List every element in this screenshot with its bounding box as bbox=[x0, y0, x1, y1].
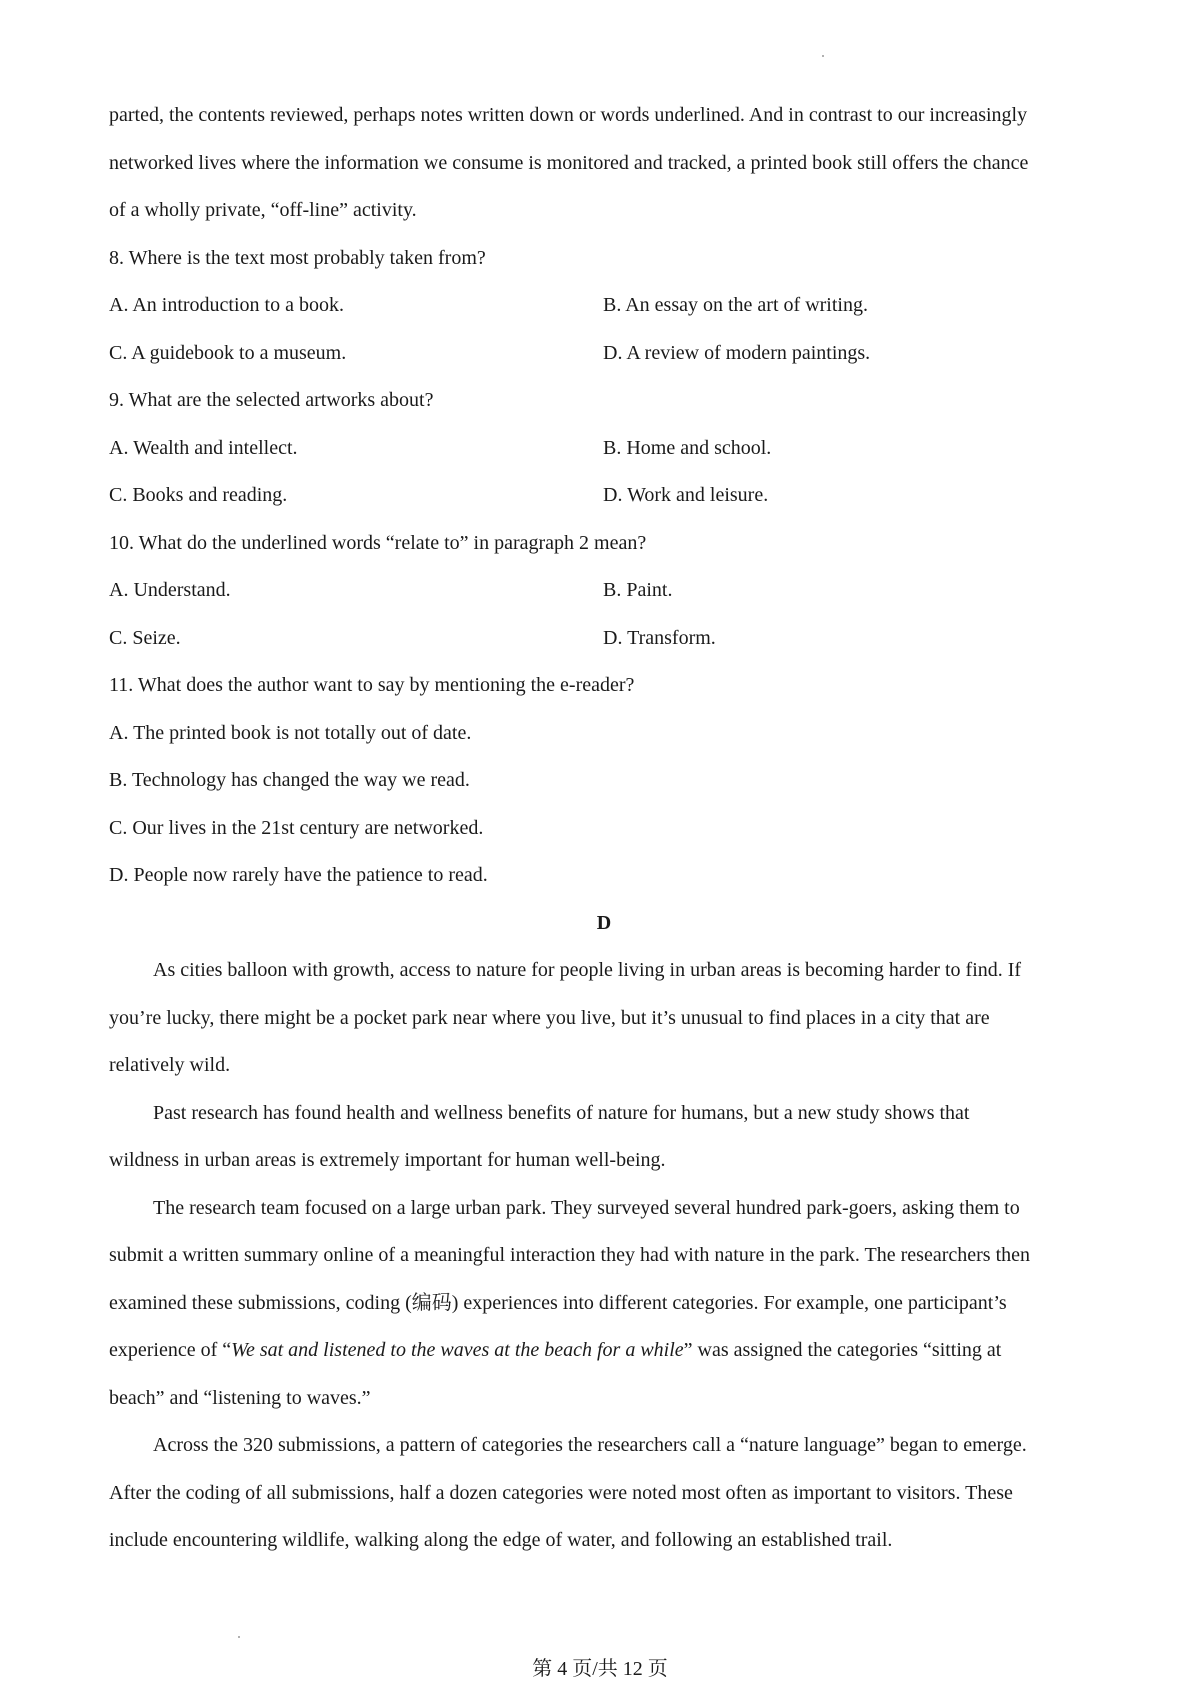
text-line: submit a written summary online of a meaningful interaction they had with nature in the park. The researchers then bbox=[109, 1244, 1031, 1266]
text-line: examined these submissions, coding (编码) experiences into different categories. For example, one participant’s bbox=[109, 1291, 1007, 1314]
text-line: Across the 320 submissions, a pattern of categories the researchers call a “nature language” began to emerge. bbox=[153, 1434, 1027, 1456]
option-b[interactable]: B. An essay on the art of writing. bbox=[603, 294, 868, 316]
options-row bbox=[109, 567, 1099, 615]
text-line: include encountering wildlife, walking along the edge of water, and following an established trail. bbox=[109, 1529, 893, 1551]
paragraph-3 bbox=[109, 1185, 1099, 1423]
text-line bbox=[109, 1327, 1099, 1375]
text-line: beach” and “listening to waves.” bbox=[109, 1386, 371, 1409]
option-a[interactable]: A. The printed book is not totally out of date. bbox=[109, 721, 472, 744]
question-10 bbox=[109, 520, 1099, 663]
text-run: experience of “ bbox=[109, 1339, 232, 1361]
question-9 bbox=[109, 377, 1099, 520]
options-row bbox=[109, 330, 1099, 378]
text-line: Past research has found health and wellness benefits of nature for humans, but a new study shows that bbox=[153, 1101, 970, 1124]
option-d[interactable]: D. People now rarely have the patience to read. bbox=[109, 864, 488, 886]
italic-quote: We sat and listened to the waves at the beach for a while bbox=[231, 1339, 684, 1361]
text-line: As cities balloon with growth, access to nature for people living in urban areas is becoming harder to find. If bbox=[153, 959, 1022, 981]
question-8 bbox=[109, 235, 1099, 378]
text-line: After the coding of all submissions, half a dozen categories were noted most often as important to visitors. These bbox=[109, 1481, 1013, 1504]
option-b[interactable]: B. Paint. bbox=[603, 579, 673, 601]
text-line: networked lives where the information we consume is monitored and tracked, a printed book still offers the chance bbox=[109, 151, 1029, 174]
options-row bbox=[109, 615, 1099, 663]
paragraph-4 bbox=[109, 1422, 1099, 1565]
scan-speck bbox=[238, 1636, 240, 1638]
option-c[interactable]: C. Our lives in the 21st century are networked. bbox=[109, 816, 484, 839]
options-row bbox=[109, 472, 1099, 520]
question-stem: 11. What does the author want to say by mentioning the e-reader? bbox=[109, 674, 635, 696]
option-d[interactable]: D. Work and leisure. bbox=[603, 484, 769, 506]
option-a[interactable]: A. An introduction to a book. bbox=[109, 294, 344, 316]
question-stem: 9. What are the selected artworks about? bbox=[109, 389, 434, 411]
text-run: ” was assigned the categories “sitting at bbox=[683, 1339, 1002, 1361]
text-line: you’re lucky, there might be a pocket park near where you live, but it’s unusual to find places in a city that are bbox=[109, 1006, 990, 1029]
option-c[interactable]: C. Books and reading. bbox=[109, 484, 288, 506]
text-line: parted, the contents reviewed, perhaps notes written down or words underlined. And in contrast to our increasingly bbox=[109, 104, 1028, 126]
option-a[interactable]: A. Wealth and intellect. bbox=[109, 436, 298, 459]
text-line: of a wholly private, “off-line” activity. bbox=[109, 199, 417, 221]
option-d[interactable]: D. A review of modern paintings. bbox=[603, 341, 871, 364]
option-d[interactable]: D. Transform. bbox=[603, 626, 716, 649]
question-stem: 10. What do the underlined words “relate to” in paragraph 2 mean? bbox=[109, 531, 647, 554]
page-number: 第 4 页/共 12 页 bbox=[532, 1658, 668, 1680]
paragraph-1 bbox=[109, 947, 1099, 1090]
option-b[interactable]: B. Technology has changed the way we read. bbox=[109, 769, 470, 791]
section-heading: D bbox=[596, 911, 612, 934]
question-11 bbox=[109, 662, 1099, 900]
option-a[interactable]: A. Understand. bbox=[109, 579, 231, 601]
paragraph-2 bbox=[109, 1090, 1099, 1185]
text-line: wildness in urban areas is extremely important for human well-being. bbox=[109, 1149, 666, 1171]
scan-speck bbox=[822, 55, 824, 57]
text-line: relatively wild. bbox=[109, 1054, 231, 1076]
options-row bbox=[109, 425, 1099, 473]
question-stem: 8. Where is the text most probably taken from? bbox=[109, 246, 486, 269]
passage-c-ending bbox=[109, 92, 1099, 235]
option-c[interactable]: C. A guidebook to a museum. bbox=[109, 341, 347, 364]
option-c[interactable]: C. Seize. bbox=[109, 626, 181, 649]
page-content bbox=[109, 92, 1099, 1565]
text-line: The research team focused on a large urban park. They surveyed several hundred park-goers, asking them to bbox=[153, 1196, 1020, 1219]
options-row bbox=[109, 282, 1099, 330]
option-b[interactable]: B. Home and school. bbox=[603, 436, 772, 459]
